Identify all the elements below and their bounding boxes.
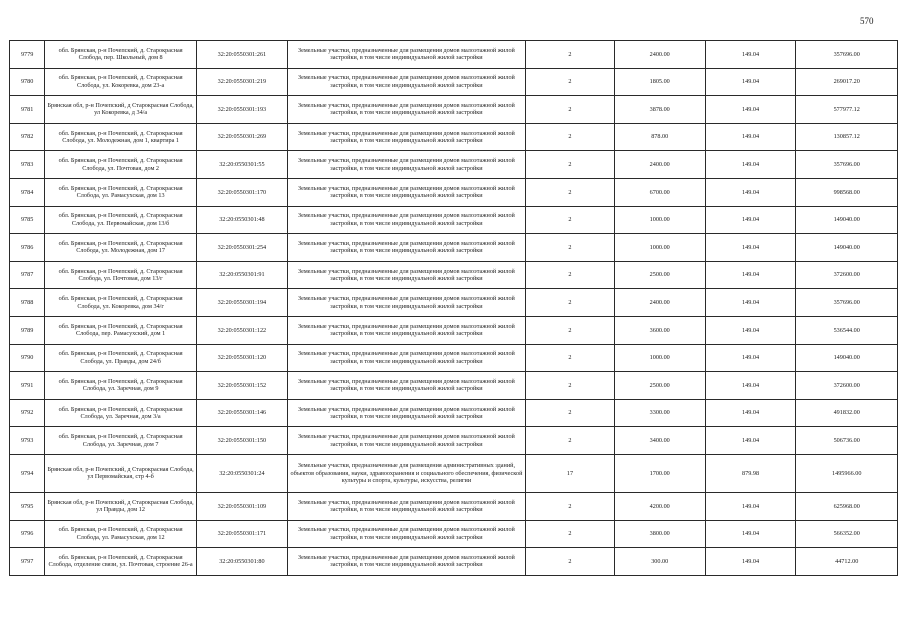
group-number-cell: 2 xyxy=(526,548,615,576)
page-number: 570 xyxy=(860,16,874,26)
group-number-cell: 2 xyxy=(526,234,615,262)
specific-value-cell: 149.04 xyxy=(705,206,796,234)
row-number: 9792 xyxy=(10,399,45,427)
cadastral-value-cell: 149040.00 xyxy=(796,206,898,234)
table-row xyxy=(10,344,898,372)
area-cell: 6700.00 xyxy=(614,178,705,206)
row-number: 9795 xyxy=(10,492,45,520)
row-number: 9788 xyxy=(10,289,45,317)
land-use-category-cell: Земельные участки, предназначенные для размещения домов малоэтажной жилой застройки, в том числе индивидуальной жилой застройки xyxy=(287,151,525,179)
cadastral-value-cell: 536544.00 xyxy=(796,316,898,344)
specific-value-cell: 149.04 xyxy=(705,399,796,427)
specific-value-cell: 149.04 xyxy=(705,178,796,206)
address-cell: обл. Брянская, р-н Почепский, д. Старокрасная Слобода, ул. Рамасухская, дом 12 xyxy=(45,520,197,548)
cadastral-number-cell: 32:20:0550301:24 xyxy=(196,454,287,492)
address-cell: обл. Брянская, р-н Почепский, д. Старокрасная Слобода, ул. Кокоревка, дом 34/г xyxy=(45,289,197,317)
row-number: 9796 xyxy=(10,520,45,548)
land-use-category-cell: Земельные участки, предназначенные для размещения домов малоэтажной жилой застройки, в том числе индивидуальной жилой застройки xyxy=(287,206,525,234)
area-cell: 1700.00 xyxy=(614,454,705,492)
cadastral-number-cell: 32:20:0550301:219 xyxy=(196,68,287,96)
group-number-cell: 2 xyxy=(526,96,615,124)
address-cell: обл. Брянская, р-н Почепский, д. Старокрасная Слобода, ул. Почтовая, дом 13/г xyxy=(45,261,197,289)
land-use-category-cell: Земельные участки, предназначенные для размещения домов малоэтажной жилой застройки, в том числе индивидуальной жилой застройки xyxy=(287,68,525,96)
address-cell: обл. Брянская, р-н Почепский, д. Старокрасная Слобода, ул. Правды, дом 24/б xyxy=(45,344,197,372)
land-use-category-cell: Земельные участки, предназначенные для размещения домов малоэтажной жилой застройки, в том числе индивидуальной жилой застройки xyxy=(287,548,525,576)
group-number-cell: 2 xyxy=(526,427,615,455)
address-cell: обл. Брянская, р-н Почепский, д. Старокрасная Слобода, ул. Почтовая, дом 2 xyxy=(45,151,197,179)
specific-value-cell: 149.04 xyxy=(705,548,796,576)
specific-value-cell: 149.04 xyxy=(705,41,796,69)
cadastral-number-cell: 32:20:0550301:55 xyxy=(196,151,287,179)
area-cell: 3800.00 xyxy=(614,520,705,548)
cadastral-value-cell: 372600.00 xyxy=(796,372,898,400)
cadastral-value-cell: 491832.00 xyxy=(796,399,898,427)
address-cell: обл. Брянская, р-н Почепский, д. Старокрасная Слобода, ул. Молодежная, дом 17 xyxy=(45,234,197,262)
row-number: 9785 xyxy=(10,206,45,234)
cadastral-value-cell: 149040.00 xyxy=(796,234,898,262)
group-number-cell: 2 xyxy=(526,520,615,548)
cadastral-number-cell: 32:20:0550301:170 xyxy=(196,178,287,206)
cadastral-number-cell: 32:20:0550301:269 xyxy=(196,123,287,151)
cadastral-number-cell: 32:20:0550301:150 xyxy=(196,427,287,455)
area-cell: 2400.00 xyxy=(614,151,705,179)
land-use-category-cell: Земельные участки, предназначенные для размещения домов малоэтажной жилой застройки, в том числе индивидуальной жилой застройки xyxy=(287,178,525,206)
row-number: 9781 xyxy=(10,96,45,124)
specific-value-cell: 149.04 xyxy=(705,261,796,289)
cadastral-number-cell: 32:20:0550301:193 xyxy=(196,96,287,124)
table-row xyxy=(10,520,898,548)
address-cell: Брянская обл, р-н Почепский, д Старокрасная Слобода, ул Первомайская, стр 4-б xyxy=(45,454,197,492)
cadastral-value-cell: 566352.00 xyxy=(796,520,898,548)
group-number-cell: 2 xyxy=(526,123,615,151)
address-cell: обл. Брянская, р-н Почепский, д. Старокрасная Слобода, пер. Школьный, дом 8 xyxy=(45,41,197,69)
table-row xyxy=(10,178,898,206)
table-row xyxy=(10,96,898,124)
group-number-cell: 2 xyxy=(526,151,615,179)
table-row xyxy=(10,151,898,179)
address-cell: обл. Брянская, р-н Почепский, д. Старокрасная Слобода, ул. Кокоревка, дом 23-а xyxy=(45,68,197,96)
address-cell: обл. Брянская, р-н Почепский, д. Старокрасная Слобода, ул. Заречная, дом 3/а xyxy=(45,399,197,427)
area-cell: 2500.00 xyxy=(614,261,705,289)
address-cell: обл. Брянская, р-н Почепский, д. Старокрасная Слобода, ул. Первомайская, дом 13/б xyxy=(45,206,197,234)
row-number: 9789 xyxy=(10,316,45,344)
cadastral-number-cell: 32:20:0550301:254 xyxy=(196,234,287,262)
land-use-category-cell: Земельные участки, предназначенные для размещения домов малоэтажной жилой застройки, в том числе индивидуальной жилой застройки xyxy=(287,427,525,455)
land-use-category-cell: Земельные участки, предназначенные для размещения домов малоэтажной жилой застройки, в том числе индивидуальной жилой застройки xyxy=(287,123,525,151)
specific-value-cell: 149.04 xyxy=(705,234,796,262)
specific-value-cell: 149.04 xyxy=(705,492,796,520)
table-row xyxy=(10,454,898,492)
group-number-cell: 17 xyxy=(526,454,615,492)
land-use-category-cell: Земельные участки, предназначенные для размещения домов малоэтажной жилой застройки, в том числе индивидуальной жилой застройки xyxy=(287,234,525,262)
cadastral-number-cell: 32:20:0550301:91 xyxy=(196,261,287,289)
group-number-cell: 2 xyxy=(526,41,615,69)
group-number-cell: 2 xyxy=(526,492,615,520)
table-row xyxy=(10,399,898,427)
specific-value-cell: 149.04 xyxy=(705,344,796,372)
group-number-cell: 2 xyxy=(526,344,615,372)
cadastral-number-cell: 32:20:0550301:261 xyxy=(196,41,287,69)
table-row xyxy=(10,261,898,289)
table-row xyxy=(10,68,898,96)
area-cell: 1000.00 xyxy=(614,234,705,262)
area-cell: 2400.00 xyxy=(614,289,705,317)
table-body xyxy=(10,41,898,576)
cadastral-value-cell: 1495966.00 xyxy=(796,454,898,492)
table-row xyxy=(10,372,898,400)
area-cell: 4200.00 xyxy=(614,492,705,520)
cadastral-value-cell: 269017.20 xyxy=(796,68,898,96)
area-cell: 878.00 xyxy=(614,123,705,151)
cadastral-value-cell: 625968.00 xyxy=(796,492,898,520)
specific-value-cell: 879.98 xyxy=(705,454,796,492)
row-number: 9790 xyxy=(10,344,45,372)
land-use-category-cell: Земельные участки, предназначенные для размещения домов малоэтажной жилой застройки, в том числе индивидуальной жилой застройки xyxy=(287,96,525,124)
area-cell: 300.00 xyxy=(614,548,705,576)
row-number: 9780 xyxy=(10,68,45,96)
cadastral-number-cell: 32:20:0550301:80 xyxy=(196,548,287,576)
address-cell: обл. Брянская, р-н Почепский, д. Старокрасная Слобода, пер. Рамасухский, дом 1 xyxy=(45,316,197,344)
area-cell: 3300.00 xyxy=(614,399,705,427)
land-use-category-cell: Земельные участки, предназначенные для размещения домов малоэтажной жилой застройки, в том числе индивидуальной жилой застройки xyxy=(287,372,525,400)
specific-value-cell: 149.04 xyxy=(705,520,796,548)
table-row xyxy=(10,548,898,576)
table-row xyxy=(10,316,898,344)
row-number: 9784 xyxy=(10,178,45,206)
specific-value-cell: 149.04 xyxy=(705,427,796,455)
table-row xyxy=(10,206,898,234)
cadastral-number-cell: 32:20:0550301:120 xyxy=(196,344,287,372)
land-use-category-cell: Земельные участки, предназначенные для размещения домов малоэтажной жилой застройки, в том числе индивидуальной жилой застройки xyxy=(287,399,525,427)
group-number-cell: 2 xyxy=(526,261,615,289)
cadastral-number-cell: 32:20:0550301:171 xyxy=(196,520,287,548)
cadastral-value-cell: 149040.00 xyxy=(796,344,898,372)
group-number-cell: 2 xyxy=(526,206,615,234)
row-number: 9782 xyxy=(10,123,45,151)
specific-value-cell: 149.04 xyxy=(705,316,796,344)
address-cell: Брянская обл, р-н Почепский, д Старокрасная Слобода, ул Кокоревка, д 34/а xyxy=(45,96,197,124)
land-use-category-cell: Земельные участки, предназначенные для размещения домов малоэтажной жилой застройки, в том числе индивидуальной жилой застройки xyxy=(287,520,525,548)
group-number-cell: 2 xyxy=(526,372,615,400)
area-cell: 1000.00 xyxy=(614,206,705,234)
land-use-category-cell: Земельные участки, предназначенные для размещения домов малоэтажной жилой застройки, в том числе индивидуальной жилой застройки xyxy=(287,289,525,317)
cadastral-value-cell: 372600.00 xyxy=(796,261,898,289)
land-use-category-cell: Земельные участки, предназначенные для размещения домов малоэтажной жилой застройки, в том числе индивидуальной жилой застройки xyxy=(287,344,525,372)
area-cell: 2400.00 xyxy=(614,41,705,69)
row-number: 9793 xyxy=(10,427,45,455)
specific-value-cell: 149.04 xyxy=(705,96,796,124)
row-number: 9794 xyxy=(10,454,45,492)
row-number: 9797 xyxy=(10,548,45,576)
land-plots-table xyxy=(9,40,898,576)
land-use-category-cell: Земельные участки, предназначенные для размещения домов малоэтажной жилой застройки, в том числе индивидуальной жилой застройки xyxy=(287,492,525,520)
row-number: 9786 xyxy=(10,234,45,262)
address-cell: обл. Брянская, р-н Почепский, д. Старокрасная Слобода, ул. Заречная, дом 7 xyxy=(45,427,197,455)
table-row xyxy=(10,41,898,69)
cadastral-number-cell: 32:20:0550301:109 xyxy=(196,492,287,520)
group-number-cell: 2 xyxy=(526,289,615,317)
table-row xyxy=(10,492,898,520)
cadastral-value-cell: 577977.12 xyxy=(796,96,898,124)
land-use-category-cell: Земельные участки, предназначенные для размещения домов малоэтажной жилой застройки, в том числе индивидуальной жилой застройки xyxy=(287,261,525,289)
specific-value-cell: 149.04 xyxy=(705,68,796,96)
cadastral-number-cell: 32:20:0550301:146 xyxy=(196,399,287,427)
area-cell: 3878.00 xyxy=(614,96,705,124)
row-number: 9787 xyxy=(10,261,45,289)
address-cell: обл. Брянская, р-н Почепский, д. Старокрасная Слобода, ул. Молодежная, дом 1, квартира 1 xyxy=(45,123,197,151)
cadastral-value-cell: 44712.00 xyxy=(796,548,898,576)
specific-value-cell: 149.04 xyxy=(705,123,796,151)
row-number: 9791 xyxy=(10,372,45,400)
cadastral-number-cell: 32:20:0550301:122 xyxy=(196,316,287,344)
cadastral-value-cell: 357696.00 xyxy=(796,289,898,317)
table-row xyxy=(10,289,898,317)
table-row xyxy=(10,123,898,151)
cadastral-value-cell: 998568.00 xyxy=(796,178,898,206)
group-number-cell: 2 xyxy=(526,399,615,427)
area-cell: 3400.00 xyxy=(614,427,705,455)
group-number-cell: 2 xyxy=(526,178,615,206)
cadastral-value-cell: 130857.12 xyxy=(796,123,898,151)
cadastral-number-cell: 32:20:0550301:152 xyxy=(196,372,287,400)
cadastral-value-cell: 506736.00 xyxy=(796,427,898,455)
row-number: 9779 xyxy=(10,41,45,69)
table-row xyxy=(10,427,898,455)
land-use-category-cell: Земельные участки, предназначенные для размещения домов малоэтажной жилой застройки, в том числе индивидуальной жилой застройки xyxy=(287,41,525,69)
specific-value-cell: 149.04 xyxy=(705,289,796,317)
cadastral-value-cell: 357696.00 xyxy=(796,41,898,69)
area-cell: 1805.00 xyxy=(614,68,705,96)
specific-value-cell: 149.04 xyxy=(705,151,796,179)
cadastral-number-cell: 32:20:0550301:48 xyxy=(196,206,287,234)
area-cell: 1000.00 xyxy=(614,344,705,372)
address-cell: Брянская обл, р-н Почепский, д Старокрасная Слобода, ул Правды, дом 12 xyxy=(45,492,197,520)
address-cell: обл. Брянская, р-н Почепский, д. Старокрасная Слобода, ул. Заречная, дом 9 xyxy=(45,372,197,400)
area-cell: 3600.00 xyxy=(614,316,705,344)
address-cell: обл. Брянская, р-н Почепский, д. Старокрасная Слобода, отделение связи, ул. Почтовая, строение 26-а xyxy=(45,548,197,576)
area-cell: 2500.00 xyxy=(614,372,705,400)
land-use-category-cell: Земельные участки, предназначенные для размещения домов малоэтажной жилой застройки, в том числе индивидуальной жилой застройки xyxy=(287,316,525,344)
cadastral-value-cell: 357696.00 xyxy=(796,151,898,179)
specific-value-cell: 149.04 xyxy=(705,372,796,400)
address-cell: обл. Брянская, р-н Почепский, д. Старокрасная Слобода, ул. Рамасухская, дом 13 xyxy=(45,178,197,206)
group-number-cell: 2 xyxy=(526,68,615,96)
cadastral-number-cell: 32:20:0550301:194 xyxy=(196,289,287,317)
group-number-cell: 2 xyxy=(526,316,615,344)
table-row xyxy=(10,234,898,262)
land-use-category-cell: Земельные участки, предназначенные для размещения административных зданий, объектов образования, науки, здравоохранения и социального обеспечения, физической культуры и спорта, культуры, искусства, религии xyxy=(287,454,525,492)
row-number: 9783 xyxy=(10,151,45,179)
